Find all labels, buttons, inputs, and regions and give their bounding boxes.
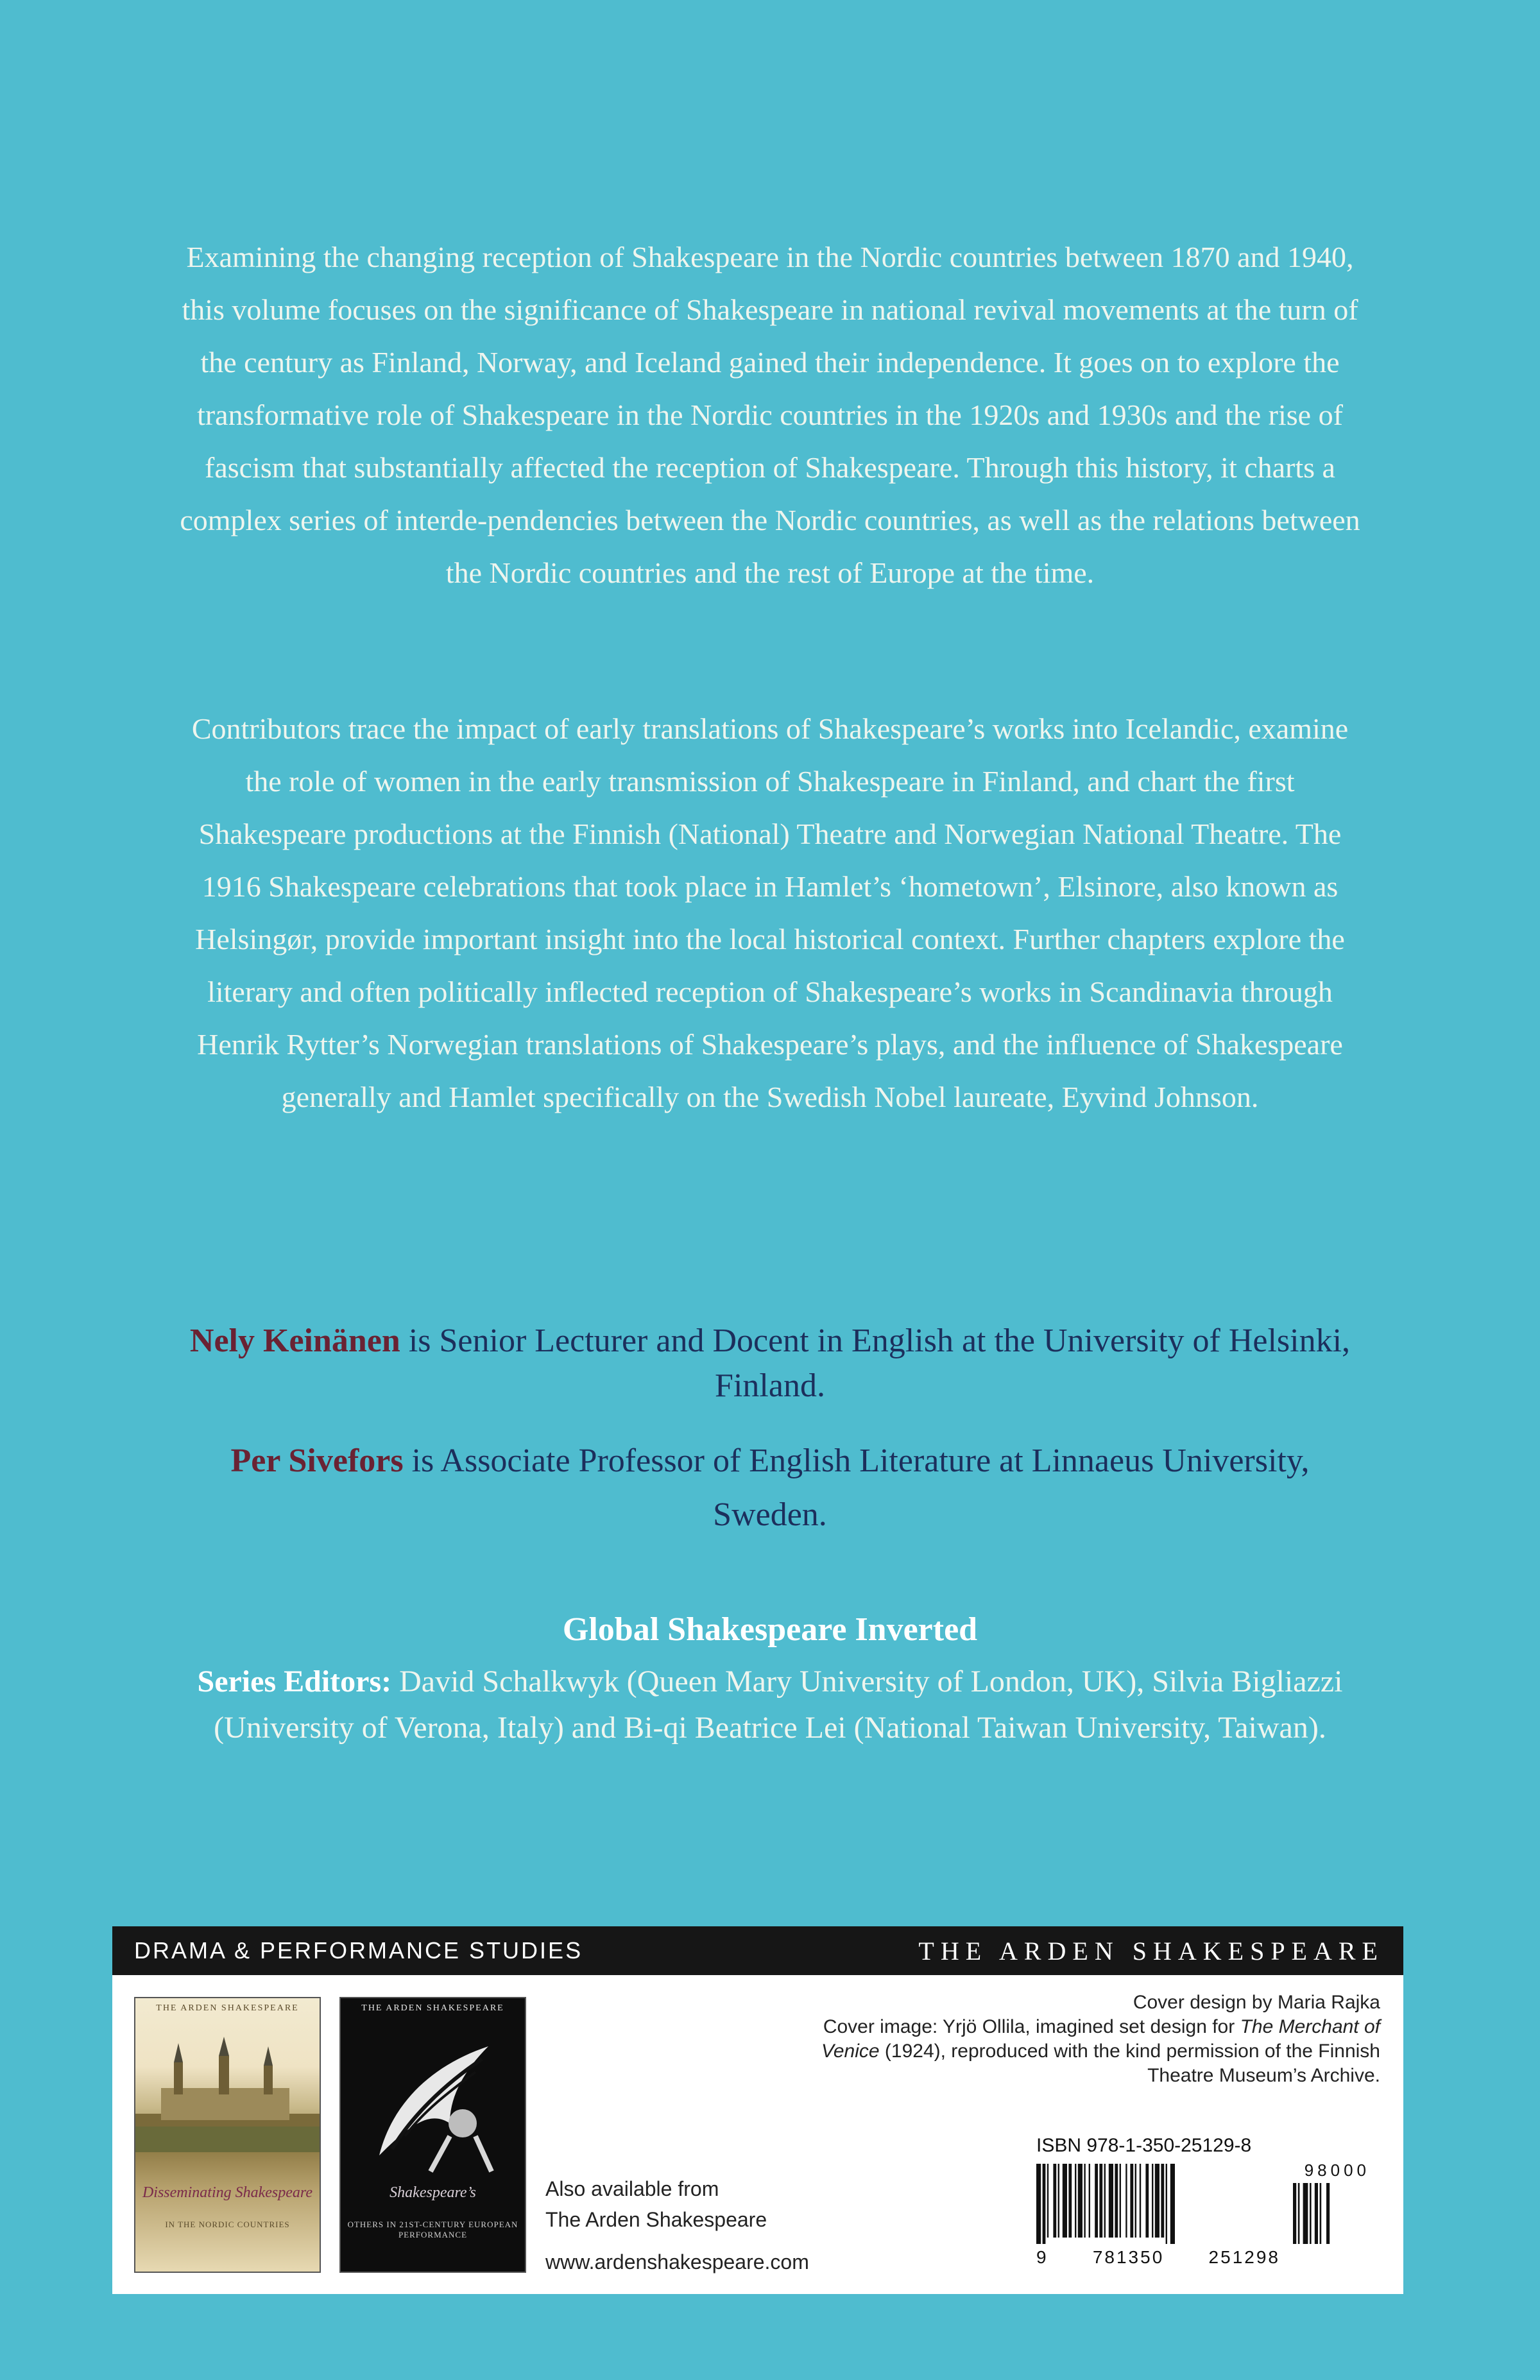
cover-series-head: THE ARDEN SHAKESPEARE [361, 2003, 504, 2013]
subject-category: DRAMA & PERFORMANCE STUDIES [134, 1937, 583, 1964]
series-editors-label: Series Editors: [197, 1665, 392, 1699]
back-cover-footer [112, 1926, 1403, 2294]
blurb-paragraph-1: Examining the changing reception of Shakespeare in the Nordic countries between 1870 and 1940, this volume focuses on the significance of Shakespeare in national revival movements at the turn of the century as Finland, Norway, and Iceland gained their independence. It goes on to explore the transformative role of Shakespeare in the Nordic countries in the 1920s and 1930s and the rise of fascism that substantially affected the reception of Shakespeare. Through this history, it charts a complex series of interde-pendencies between the Nordic countries, as well as the relations between the Nordic countries and the rest of Europe at the time. [180, 241, 1360, 589]
editor-bio-text: is Senior Lecturer and Docent in English at the University of Helsinki, Finland. [400, 1323, 1351, 1404]
editor-bio-1 [186, 1319, 1354, 1408]
isbn-barcode [1036, 2135, 1370, 2276]
also-available-line-1: Also available from [545, 2177, 719, 2200]
editor-bio-text: is Associate Professor of English Literature at Linnaeus University, Sweden. [403, 1443, 1310, 1533]
also-available-note [545, 2173, 767, 2235]
cover-title: Disseminating Shakespeare [142, 2184, 313, 2201]
cover-subtitle: IN THE NORDIC COUNTRIES [165, 2220, 290, 2229]
cover-title: Shakespeare’s [389, 2184, 476, 2201]
price-code: 98000 [1304, 2161, 1370, 2180]
isbn-text: ISBN 978-1-350-25129-8 [1036, 2135, 1252, 2156]
series-editors-text: David Schalkwyk (Queen Mary University of London, UK), Silvia Bigliazzi (University of Verona, Italy) and Bi-qi Beatrice Lei (National Taiwan University, Taiwan). [214, 1665, 1343, 1745]
series-editors [193, 1659, 1348, 1751]
castle-illustration [135, 2037, 320, 2152]
blurb-paragraph-2: Contributors trace the impact of early translations of Shakespeare’s works into Icelandic, examine the role of women in the early transmission of Shakespeare in Finland, and chart the first Shakespeare productions at the Finnish (National) Theatre and Norwegian National Theatre. The 1916 Shakespeare celebrations that took place in Hamlet’s ‘hometown’, Elsinore, also known as Helsingør, provide important insight into the local historical context. Further chapters explore the literary and often politically inflected reception of Shakespeare’s works in Scandinavia through Henrik Rytter’s Norwegian translations of Shakespeare’s plays, and the influence of Shakespeare generally and Hamlet specifically on the Swedish Nobel laureate, Eyvind Johnson. [191, 712, 1349, 1113]
imprint-name: THE ARDEN SHAKESPEARE [918, 1936, 1384, 1965]
publisher-website-link[interactable]: www.ardenshakespeare.com [545, 2250, 809, 2273]
editor-name: Nely Keinänen [189, 1323, 400, 1359]
editor-name: Per Sivefors [230, 1443, 404, 1479]
feather-figure-illustration [354, 2027, 514, 2175]
cover-series-head: THE ARDEN SHAKESPEARE [156, 2003, 299, 2013]
cover-subtitle: OTHERS IN 21ST-CENTURY EUROPEAN PERFORMANCE [347, 2220, 518, 2239]
play-title: The Merchant of Venice [821, 2016, 1380, 2062]
barcode-digits: 9 781350 251298 [1036, 2247, 1280, 2267]
editor-bio-2 [186, 1434, 1354, 1542]
series-title: Global Shakespeare Inverted [562, 1611, 978, 1648]
related-book-cover-2[interactable] [341, 1998, 525, 2272]
related-book-cover-1[interactable] [135, 1998, 320, 2272]
also-available-line-2: The Arden Shakespeare [545, 2208, 767, 2231]
category-band [112, 1926, 1403, 1975]
cover-credits [790, 1990, 1380, 2088]
cover-image-credit: Cover image: Yrjö Ollila, imagined set design for The Merchant of Venice (1924), reproduced with the kind permission of the Finnish Theatre Museum’s Archive. [821, 2016, 1380, 2086]
cover-design-credit: Cover design by Maria Rajka [1133, 1992, 1380, 2013]
